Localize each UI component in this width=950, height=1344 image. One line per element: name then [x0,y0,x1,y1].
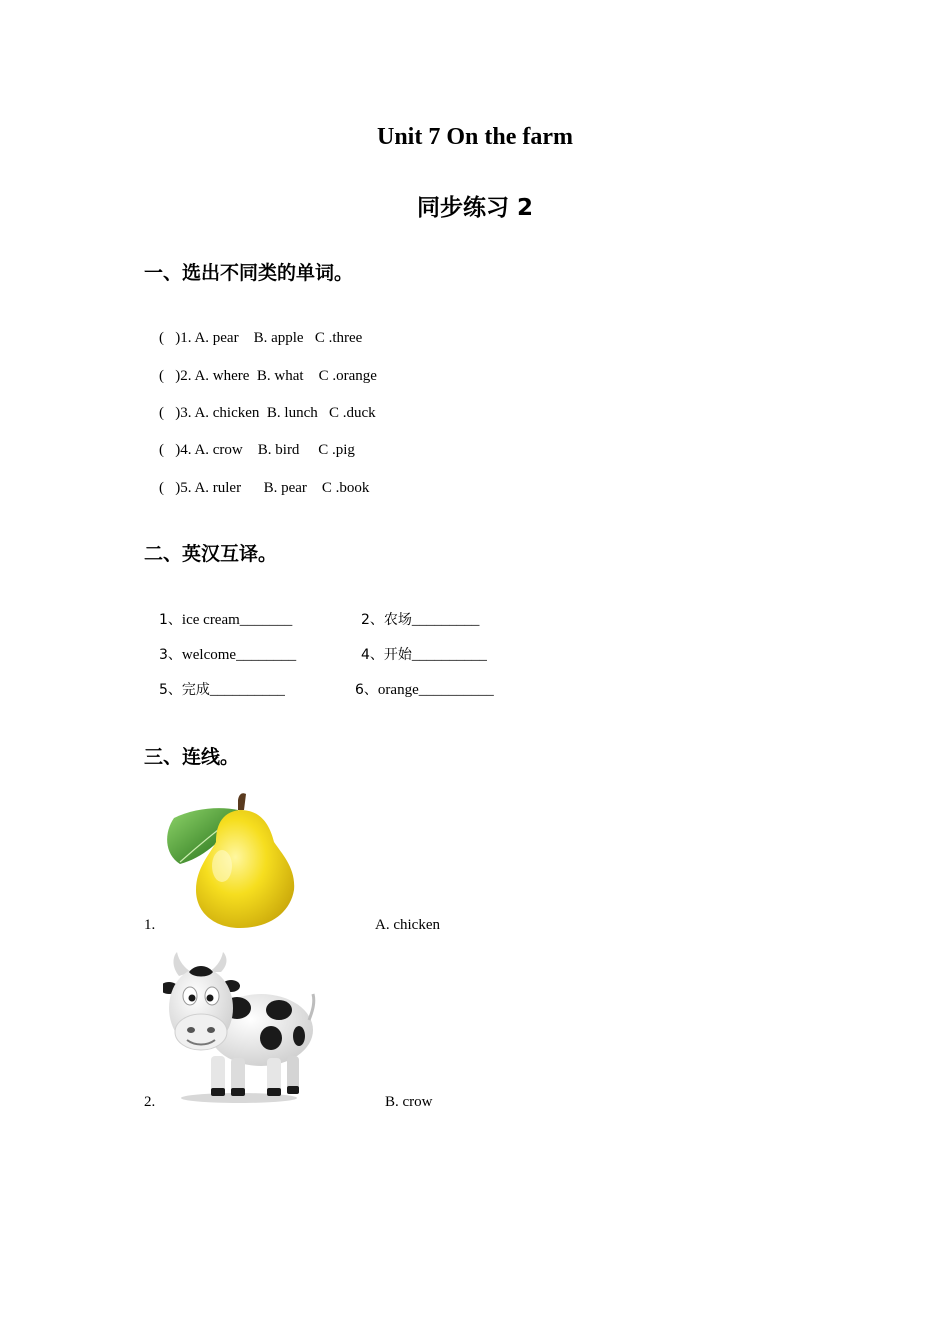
page-subtitle: 同步练习 2 [416,195,533,221]
option-a: A. pear [194,330,239,346]
item-word: welcome [181,647,237,663]
section-2-heading: 二、英汉互译。 [144,543,278,565]
option-a: A. chicken [194,405,260,421]
answer-paren[interactable]: ( ) [159,330,181,346]
answer-blank[interactable]: _______ [239,612,293,628]
answer-paren[interactable]: ( ) [159,405,181,421]
translate-item-5 [144,663,285,717]
option-c: C .book [321,480,370,496]
answer-blank[interactable]: _________ [411,612,480,628]
answer-paren[interactable]: ( ) [159,442,181,458]
option-c: C .duck [329,405,376,421]
section-1-heading: 一、选出不同类的单词。 [144,262,354,284]
option-a: A. where [194,368,250,384]
match-option-b[interactable]: B. crow [385,1094,433,1110]
option-c: C .pig [318,442,355,458]
match-number-2: 2. [144,1094,156,1110]
cow-picture[interactable] [163,950,317,1104]
answer-blank[interactable]: ________ [236,647,297,663]
option-c: C .three [314,330,363,346]
question-row-5 [144,461,369,515]
section-3-heading: 三、连线。 [144,746,240,768]
answer-blank[interactable]: __________ [418,682,494,698]
item-word: 农场 [383,612,412,628]
question-number: 2. [180,368,192,384]
item-word: orange [377,682,419,698]
option-c: C .orange [318,368,377,384]
option-b: B. bird [257,442,300,458]
question-number: 5. [180,480,192,496]
item-number: 2、 [361,612,384,628]
pear-icon [160,788,302,930]
page-title: Unit 7 On the farm [377,124,573,150]
answer-paren[interactable]: ( ) [159,368,181,384]
item-number: 6、 [355,682,378,698]
pear-picture[interactable] [160,788,302,930]
item-number: 4、 [361,647,384,663]
answer-blank[interactable]: __________ [209,682,285,698]
option-b: B. what [256,368,304,384]
match-option-a[interactable]: A. chicken [375,917,440,933]
item-word: 完成 [181,682,210,698]
question-number: 1. [180,330,192,346]
match-number-1: 1. [144,917,156,933]
answer-paren[interactable]: ( ) [159,480,181,496]
translate-item-6 [340,663,494,717]
option-b: B. lunch [266,405,318,421]
question-number: 4. [180,442,192,458]
option-a: A. ruler [194,480,242,496]
item-number: 1、 [159,612,182,628]
question-number: 3. [180,405,192,421]
item-number: 5、 [159,682,182,698]
option-b: B. pear [263,480,307,496]
item-word: 开始 [383,647,412,663]
item-number: 3、 [159,647,182,663]
option-b: B. apple [253,330,304,346]
answer-blank[interactable]: __________ [411,647,487,663]
item-word: ice cream [181,612,240,628]
cow-icon [163,950,317,1104]
option-a: A. crow [194,442,243,458]
